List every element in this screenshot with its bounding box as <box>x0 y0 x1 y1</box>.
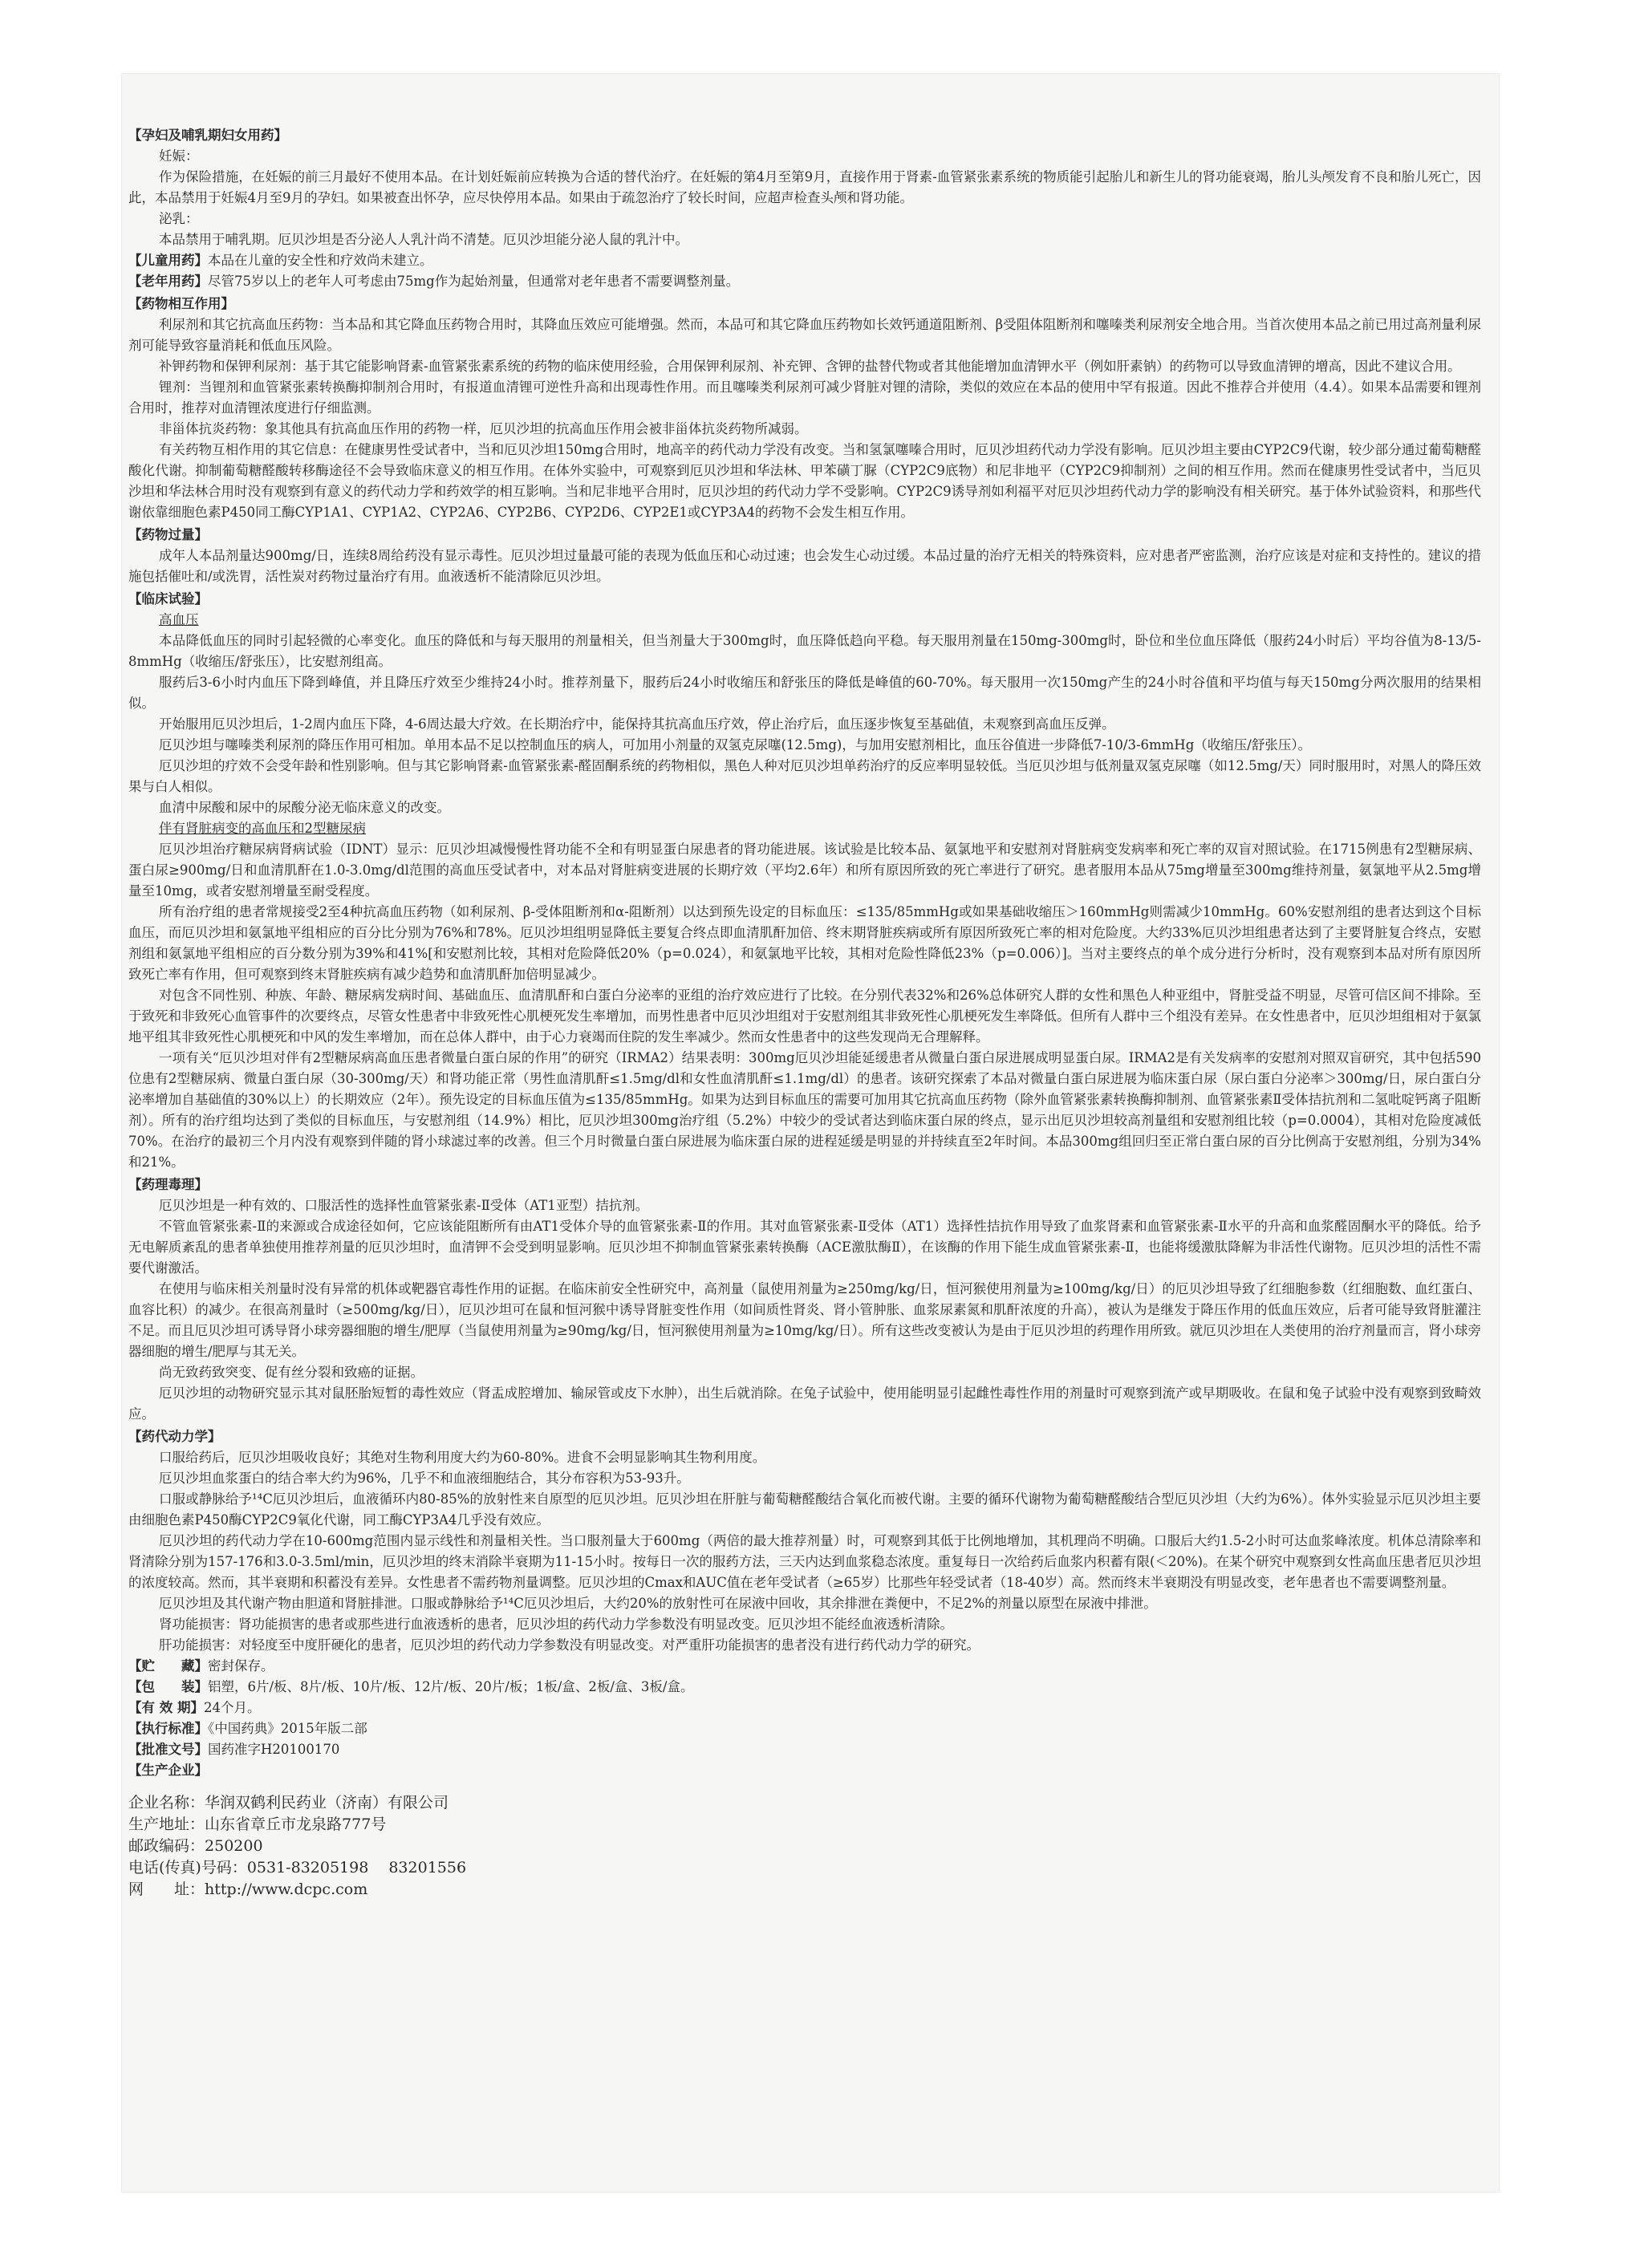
postcode-label: 邮政编码： <box>128 1837 205 1855</box>
pk-paragraph: 口服或静脉给予¹⁴C厄贝沙坦后，血液循环内80-85%的放射性来自原型的厄贝沙坦。厄贝沙坦在肝脏与葡萄糖醛酸结合氧化而被代谢。主要的循环代谢物为葡萄糖醛酸结合型厄贝沙坦（大约为6%）。体外实验显示厄贝沙坦主要由细胞色素P450酶CYP2C9氧化代谢，同工酶CYP3A4几乎没有效应。 <box>128 1491 1481 1528</box>
pk-paragraph: 肝功能损害：对轻度至中度肝硬化的患者，厄贝沙坦的药代动力学参数没有明显改变。对严重肝功能损害的患者没有进行药代动力学的研究。 <box>159 1637 980 1653</box>
clinical-paragraph: 所有治疗组的患者常规接受2至4种抗高血压药物（如利尿剂、β-受体阻断剂和α-阻断剂）以达到预先设定的目标血压：≤135/85mmHg或如果基础收缩压＞160mmHg则需减少10mmHg。60%安慰剂组的患者达到这个目标血压，而厄贝沙坦和氨氯地平组相应的百分比分别为76%和78%。厄贝沙坦组明显降低主要复合终点即血清肌酐加倍、终末期肾脏疾病或所有原因所致死亡率的相对危险度。大约33%厄贝沙坦组患者达到了主要肾脏复合终点，安慰剂组和氨氯地平组相应的百分数分别为39%和41%[和安慰剂比较，其相对危险降低20%（p=0.024），和氨氯地平比较，其相对危险性降低23%（p=0.006）]。当对主要终点的单个成分进行分析时，没有观察到本品对所有原因所致死亡率有作用，但可观察到终末肾脏疾病有减少趋势和血清肌酐加倍明显减少。 <box>128 904 1481 982</box>
elderly-text: 尽管75岁以上的老年人可考虑由75mg作为起始剂量，但通常对老年患者不需要调整剂量。 <box>208 274 740 289</box>
standard-row <box>128 1718 1481 1739</box>
pregnancy-label: 妊娠： <box>159 148 199 164</box>
clinical-paragraph: 厄贝沙坦与噻嗪类利尿剂的降压作用可相加。单用本品不足以控制血压的病人，可加用小剂量的双氢克尿噻(12.5mg)，与加用安慰剂相比，血压谷值进一步降低7-10/3-6mmHg（收缩压/舒张压）。 <box>159 737 1312 753</box>
pk-paragraph: 厄贝沙坦及其代谢产物由胆道和肾脏排泄。口服或静脉给予¹⁴C厄贝沙坦后，大约20%的放射性可在尿液中回收，其余排泄在粪便中，不足2%的剂量以原型在尿液中排泄。 <box>159 1596 1157 1611</box>
approval-label: 【批准文号】 <box>128 1742 208 1757</box>
pharmtox-paragraph: 厄贝沙坦的动物研究显示其对鼠胚胎短暂的毒性效应（肾盂成腔增加、输尿管或皮下水肿），出生后就消除。在兔子试验中，使用能明显引起雌性毒性作用的剂量时可观察到流产或早期吸收。在鼠和兔子试验中没有观察到致畸效应。 <box>128 1386 1481 1422</box>
interactions-heading: 【药物相互作用】 <box>128 296 234 311</box>
standard-value: 《中国药典》2015年版二部 <box>208 1721 367 1736</box>
phone-label: 电话(传真)号码： <box>128 1859 247 1876</box>
lactation-text: 本品禁用于哺乳期。厄贝沙坦是否分泌人人乳汁尚不清楚。厄贝沙坦能分泌人鼠的乳汁中。 <box>159 232 688 247</box>
clinical-paragraph: 对包含不同性别、种族、年龄、糖尿病发病时间、基础血压、血清肌酐和白蛋白分泌率的亚组的治疗效应进行了比较。在分别代表32%和26%总体研究人群的女性和黑色人种亚组中，肾脏受益不明显，尽管可信区间不排除。至于致死和非致死心血管事件的次要终点，尽管女性患者中非致死性心肌梗死发生率增加，而男性患者中厄贝沙坦组对于安慰剂组其非致死性心肌梗死发生率降低。但所有人群中三个组没有差异。在女性患者中，厄贝沙坦组相对于氨氯地平组其非致死性心肌梗死和中风的发生率增加，而在总体人群中，由于心力衰竭而住院的发生率减少。然而女性患者中的这些发现尚无合理解释。 <box>128 988 1481 1045</box>
pharmtox-paragraph: 在使用与临床相关剂量时没有异常的机体或靶器官毒性作用的证据。在临床前安全性研究中，高剂量（鼠使用剂量为≥250mg/kg/日，恒河猴使用剂量为≥100mg/kg/日）的厄贝沙坦导致了红细胞参数（红细胞数、血红蛋白、血容比积）的减少。在很高剂量时（≥500mg/kg/日），厄贝沙坦可在鼠和恒河猴中诱导肾脏变性作用（如间质性肾炎、肾小管肿胀、血浆尿素氮和肌酐浓度的升高），被认为是继发于降压作用的低血压效应，后者可能导致肾脏灌注不足。而且厄贝沙坦可诱导肾小球旁器细胞的增生/肥厚（当鼠使用剂量为≥90mg/kg/日，恒河猴使用剂量为≥10mg/kg/日）。所有这些改变被认为是由于厄贝沙坦的药理作用所致。就厄贝沙坦在人类使用的治疗剂量而言，肾小球旁器细胞的增生/肥厚与其无关。 <box>128 1281 1481 1359</box>
clinical-paragraph: 服药后3-6小时内血压下降到峰值，并且降压疗效至少维持24小时。推荐剂量下，服药后24小时收缩压和舒张压的降低是峰值的60-70%。每天服用一次150mg产生的24小时谷值和平均值与每天150mg分两次服用的结果相似。 <box>128 675 1481 711</box>
elderly-heading: 【老年用药】 <box>128 274 208 289</box>
clinical-subheading-hypertension: 高血压 <box>159 612 199 627</box>
package-value: 铝塑，6片/板、8片/板、10片/板、12片/板、20片/板；1板/盒、2板/盒、3板/盒。 <box>208 1679 694 1694</box>
pharmtox-intro: 厄贝沙坦是一种有效的、口服活性的选择性血管紧张素-Ⅱ受体（AT1亚型）拮抗剂。 <box>159 1198 649 1213</box>
clinical-paragraph: 血清中尿酸和尿中的尿酸分泌无临床意义的改变。 <box>159 800 450 815</box>
phone-value: 0531-83205198 83201556 <box>246 1859 467 1876</box>
manufacturer-row <box>128 1879 1481 1901</box>
pharmtox-heading: 【药理毒理】 <box>128 1177 208 1192</box>
approval-value: 国药准字H20100170 <box>208 1742 340 1757</box>
overdose-heading: 【药物过量】 <box>128 527 208 542</box>
address-value: 山东省章丘市龙泉路777号 <box>205 1816 387 1833</box>
clinical-paragraph: 本品降低血压的同时引起轻微的心率变化。血压的降低和与每天服用的剂量相关，但当剂量大于300mg时，血压降低趋向平稳。每天服用剂量在150mg-300mg时，卧位和坐位血压降低（服药24小时后）平均谷值为8-13/5-8mmHg（收缩压/舒张压），比安慰剂组高。 <box>128 633 1481 669</box>
manufacturer-row <box>128 1792 1481 1814</box>
address-label: 生产地址： <box>128 1816 205 1833</box>
manufacturer-label: 【生产企业】 <box>128 1763 208 1778</box>
website-value: http://www.dcpc.com <box>205 1881 368 1898</box>
interactions-paragraph: 非甾体抗炎药物：象其他具有抗高血压作用的药物一样，厄贝沙坦的抗高血压作用会被非甾体抗炎药物所减弱。 <box>159 421 808 436</box>
pk-paragraph: 厄贝沙坦的药代动力学在10-600mg范围内显示线性和剂量相关性。当口服剂量大于600mg（两倍的最大推荐剂量）时，可观察到其低于比例地增加，其机理尚不明确。口服后大约1.5-2小时可达血浆峰浓度。机体总清除率和肾清除分别为157-176和3.0-3.5ml/min，厄贝沙坦的终末消除半衰期为11-15小时。按每日一次的服药方法，三天内达到血浆稳态浓度。重复每日一次给药后血浆内积蓄有限(＜20%)。在某个研究中观察到女性高血压患者厄贝沙坦的浓度较高。然而，其半衰期和积蓄没有差异。女性患者不需药物剂量调整。厄贝沙坦的Cmax和AUC值在老年受试者（≥65岁）比那些年轻受试者（18-40岁）高。然而终末半衰期没有明显改变，老年患者也不需要调整剂量。 <box>128 1533 1481 1590</box>
pharmtox-paragraph: 不管血管紧张素-Ⅱ的来源或合成途径如何，它应该能阻断所有由AT1受体介导的血管紧张素-Ⅱ的作用。其对血管紧张素-Ⅱ受体（AT1）选择性拮抗作用导致了血浆肾素和血管紧张素-Ⅱ水平的升高和血浆醛固酮水平的降低。给予无电解质紊乱的患者单独使用推荐剂量的厄贝沙坦时，血清钾不会受到明显影响。厄贝沙坦不抑制血管紧张素转换酶（ACE激肽酶Ⅱ），在该酶的作用下能生成血管紧张素-Ⅱ，也能将缓激肽降解为非活性代谢物。厄贝沙坦的活性不需要代谢激活。 <box>128 1219 1481 1276</box>
approval-row <box>128 1739 1481 1760</box>
storage-value: 密封保存。 <box>208 1658 274 1674</box>
validity-label: 【有 效 期】 <box>128 1700 204 1715</box>
storage-row <box>128 1656 1481 1677</box>
manufacturer-row <box>128 1836 1481 1857</box>
pregnancy-heading: 【孕妇及哺乳期妇女用药】 <box>128 128 287 143</box>
children-heading: 【儿童用药】 <box>128 253 208 268</box>
pregnancy-text: 作为保险措施，在妊娠的前三月最好不使用本品。在计划妊娠前应转换为合适的替代治疗。在妊娠的第4月至第9月，直接作用于肾素-血管紧张素系统的物质能引起胎儿和新生儿的肾功能衰竭，胎儿头颅发育不良和胎儿死亡，因此，本品禁用于妊娠4月至9月的孕妇。如果被查出怀孕，应尽快停用本品。如果由于疏忽治疗了较长时间，应超声检查头颅和肾功能。 <box>128 169 1481 205</box>
standard-label: 【执行标准】 <box>128 1721 208 1736</box>
pk-paragraph: 肾功能损害：肾功能损害的患者或那些进行血液透析的患者，厄贝沙坦的药代动力学参数没有明显改变。厄贝沙坦不能经血液透析清除。 <box>159 1617 953 1632</box>
interactions-paragraph: 锂剂：当锂剂和血管紧张素转换酶抑制剂合用时，有报道血清锂可逆性升高和出现毒性作用。而且噻嗪类利尿剂可减少肾脏对锂的清除，类似的效应在本品的使用中罕有报道。因此不推荐合并使用（4.4）。如果本品需要和锂剂合用时，推荐对血清锂浓度进行仔细监测。 <box>128 379 1481 416</box>
validity-value: 24个月。 <box>204 1700 261 1715</box>
validity-row <box>128 1698 1481 1718</box>
manufacturer-row <box>128 1857 1481 1879</box>
children-text: 本品在儿童的安全性和疗效尚未建立。 <box>208 253 433 268</box>
pk-paragraph: 厄贝沙坦血浆蛋白的结合率大约为96%，几乎不和血液细胞结合，其分布容积为53-93升。 <box>159 1471 690 1486</box>
manufacturer-row <box>128 1814 1481 1836</box>
clinical-paragraph: 厄贝沙坦的疗效不会受年龄和性别影响。但与其它影响肾素-血管紧张素-醛固酮系统的药物相似，黑色人种对厄贝沙坦单药治疗的反应率明显较低。当厄贝沙坦与低剂量双氢克尿噻（如12.5mg/天）同时服用时，对黑人的降压效果与白人相似。 <box>128 758 1481 794</box>
pk-heading: 【药代动力学】 <box>128 1429 221 1444</box>
package-row <box>128 1677 1481 1698</box>
package-label: 【包 装】 <box>128 1679 208 1694</box>
overdose-text: 成年人本品剂量达900mg/日，连续8周给药没有显示毒性。厄贝沙坦过量最可能的表现为低血压和心动过速；也会发生心动过缓。本品过量的治疗无相关的特殊资料，应对患者严密监测，治疗应该是对症和支持性的。建议的措施包括催吐和/或洗胃，活性炭对药物过量治疗有用。血液透析不能清除厄贝沙坦。 <box>128 548 1481 584</box>
leaflet-content <box>122 124 1499 1901</box>
interactions-paragraph: 利尿剂和其它抗高血压药物：当本品和其它降血压药物合用时，其降血压效应可能增强。然而，本品可和其它降血压药物如长效钙通道阻断剂、β受阻体阻断剂和噻嗪类利尿剂安全地合用。当首次使用本品之前已用过高剂量利尿剂可能导致容量消耗和低血压风险。 <box>128 317 1481 353</box>
elderly-section <box>128 271 1481 292</box>
company-name-value: 华润双鹤利民药业（济南）有限公司 <box>205 1794 449 1812</box>
company-name-label: 企业名称： <box>128 1794 205 1812</box>
storage-label: 【贮 藏】 <box>128 1658 208 1674</box>
manufacturer-block <box>128 1792 1481 1901</box>
clinical-paragraph: 开始服用厄贝沙坦后，1-2周内血压下降，4-6周达最大疗效。在长期治疗中，能保持其抗高血压疗效，停止治疗后，血压逐步恢复至基础值，未观察到高血压反弹。 <box>159 716 1115 732</box>
lactation-label: 泌乳： <box>159 211 199 226</box>
clinical-paragraph: 一项有关“厄贝沙坦对伴有2型糖尿病高血压患者微量白蛋白尿的作用”的研究（IRMA2）结果表明：300mg厄贝沙坦能延缓患者从微量白蛋白尿进展成明显蛋白尿。IRMA2是有关发病率的安慰剂对照双盲研究，其中包括590位患有2型糖尿病、微量白蛋白尿（30-300mg/天）和肾功能正常（男性血清肌酐≤1.5mg/dl和女性血清肌酐≤1.1mg/dl）的患者。该研究探索了本品对微量白蛋白尿进展为临床蛋白尿（尿白蛋白分泌率＞300mg/日，尿白蛋白分泌率增加自基础值的30%以上）的长期效应（2年）。预先设定的目标血压值为≤135/85mmHg。如果为达到目标血压的需要可加用其它抗高血压药物（除外血管紧张素转换酶抑制剂、血管紧张素Ⅱ受体拮抗剂和二氢吡啶钙离子阻断剂）。所有的治疗组均达到了类似的目标血压，与安慰剂组（14.9%）相比，厄贝沙坦300mg治疗组（5.2%）中较少的受试者达到临床蛋白尿的终点，显示出厄贝沙坦较高剂量组和安慰剂组比较（p=0.0004），其相对危险度减低70%。在治疗的最初三个月内没有观察到伴随的肾小球滤过率的改善。但三个月时微量白蛋白尿进展为临床蛋白尿的进程延缓是明显的并持续直至2年时间。本品300mg组回归至正常白蛋白尿的百分比例高于安慰剂组，分别为34%和21%。 <box>128 1050 1481 1170</box>
clinical-heading: 【临床试验】 <box>128 591 208 607</box>
interactions-paragraph: 补钾药物和保钾利尿剂：基于其它能影响肾素-血管紧张素系统的药物的临床使用经验，合用保钾利尿剂、补充钾、含钾的盐替代物或者其他能增加血清钾水平（例如肝素钠）的药物可以导致血清钾的增高，因此不建议合用。 <box>159 359 1461 374</box>
children-section <box>128 250 1481 271</box>
clinical-paragraph: 厄贝沙坦治疗糖尿病肾病试验（IDNT）显示：厄贝沙坦减慢慢性肾功能不全和有明显蛋白尿患者的肾功能进展。该试验是比较本品、氨氯地平和安慰剂对肾脏病变发病率和死亡率的双盲对照试验。在1715例患有2型糖尿病、蛋白尿≥900mg/日和血清肌酐在1.0-3.0mg/dl范围的高血压受试者中，对本品对肾脏病变进展的长期疗效（平均2.6年）和所有原因所致的死亡率进行了研究。患者服用本品从75mg增量至300mg维持剂量，氨氯地平从2.5mg增量至10mg，或者安慰剂增量至耐受程度。 <box>128 842 1481 899</box>
website-label: 网 址： <box>128 1881 205 1898</box>
pharmtox-paragraph: 尚无致药致突变、促有丝分裂和致癌的证据。 <box>159 1365 424 1380</box>
leaflet-sheet <box>122 74 1499 2192</box>
pk-paragraph: 口服给药后，厄贝沙坦吸收良好；其绝对生物利用度大约为60-80%。进食不会明显影响其生物利用度。 <box>159 1450 766 1465</box>
clinical-subheading-diabetic: 伴有肾脏病变的高血压和2型糖尿病 <box>159 821 366 836</box>
postcode-value: 250200 <box>205 1837 263 1855</box>
interactions-paragraph: 有关药物互相作用的其它信息：在健康男性受试者中，当和厄贝沙坦150mg合用时，地高辛的药代动力学没有改变。当和氢氯噻嗪合用时，厄贝沙坦药代动力学没有影响。厄贝沙坦主要由CYP2C9代谢，较少部分通过葡萄糖醛酸化代谢。抑制葡萄糖醛酸转移酶途径不会导致临床意义的相互作用。在体外实验中，可观察到厄贝沙坦和华法林、甲苯磺丁脲（CYP2C9底物）和尼非地平（CYP2C9抑制剂）之间的相互作用。然而在健康男性受试者中，当厄贝沙坦和华法林合用时没有观察到有意义的药代动力学和药效学的相互影响。当和尼非地平合用时，厄贝沙坦的药代动力学不受影响。CYP2C9诱导剂如利福平对厄贝沙坦药代动力学的影响没有相关研究。基于体外试验资料，和那些代谢依靠细胞色素P450同工酶CYP1A1、CYP1A2、CYP2A6、CYP2B6、CYP2D6、CYP2E1或CYP3A4的药物不会发生相互作用。 <box>128 442 1481 520</box>
